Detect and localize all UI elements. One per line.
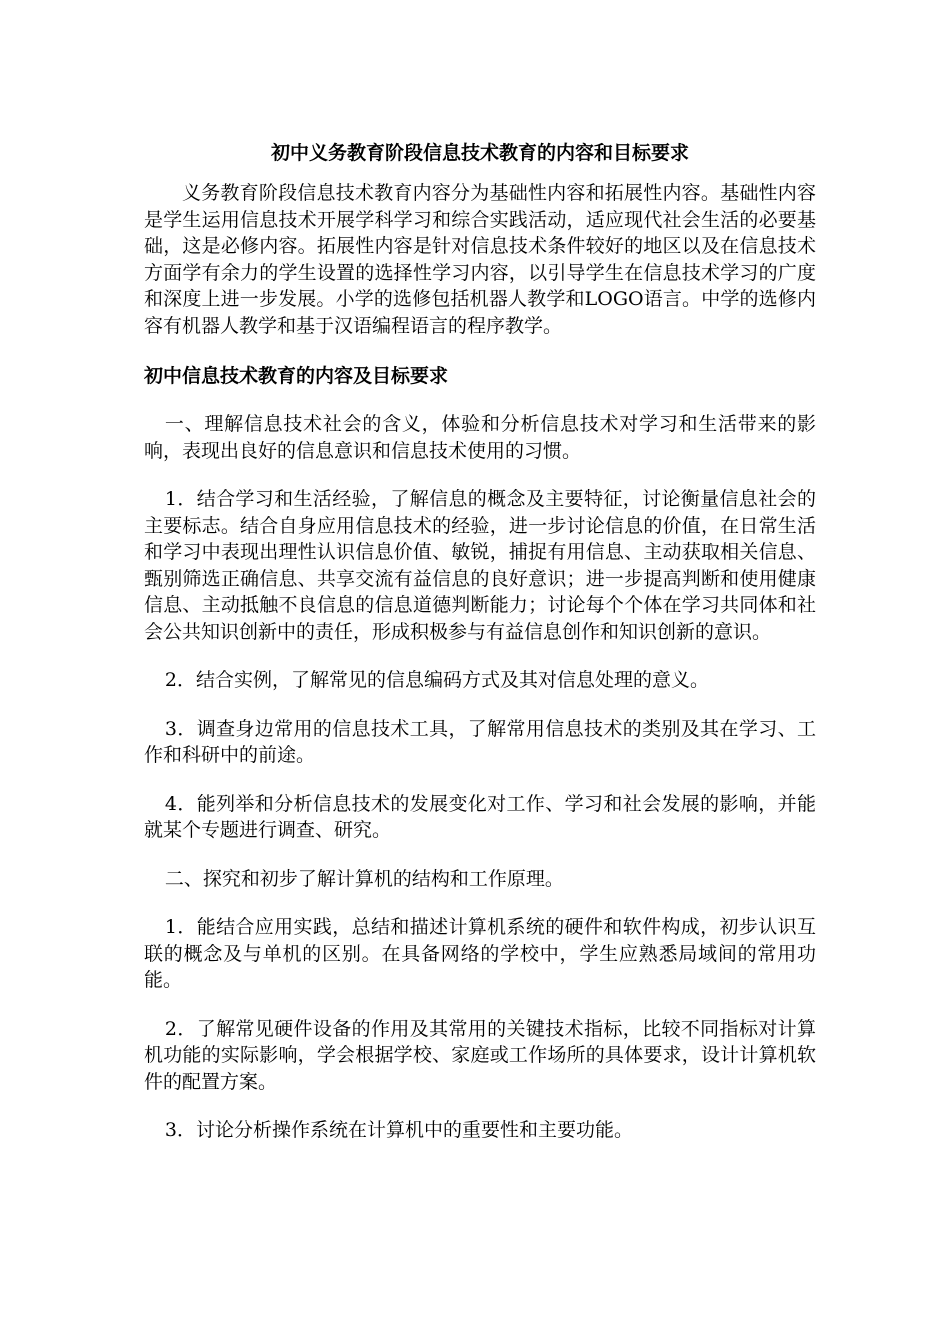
- paragraph-goal-2-item-1: 1．能结合应用实践，总结和描述计算机系统的硬件和软件构成，初步认识互联的概念及与单机的区别。在具备网络的学校中，学生应熟悉局域间的常用功能。: [144, 916, 816, 991]
- document-title: 初中义务教育阶段信息技术教育的内容和目标要求: [270, 142, 689, 164]
- section-heading: 初中信息技术教育的内容及目标要求: [144, 365, 449, 387]
- paragraph-goal-1-item-4: 4．能列举和分析信息技术的发展变化对工作、学习和社会发展的影响，并能就某个专题进行调查、研究。: [144, 792, 816, 841]
- paragraph-goal-1-item-2: 2．结合实例，了解常见的信息编码方式及其对信息处理的意义。: [164, 669, 709, 691]
- paragraph-goal-2: 二、探究和初步了解计算机的结构和工作原理。: [164, 867, 564, 890]
- intro-paragraph: 义务教育阶段信息技术教育内容分为基础性内容和拓展性内容。基础性内容是学生运用信息技术开展学科学习和综合实践活动，适应现代社会生活的必要基础，这是必修内容。拓展性内容是针对信息技术条件较好的地区以及在信息技术方面学有余力的学生设置的选择性学习内容，以引导学生在信息技术学习的广度和深度上进一步发展。小学的选修包括机器人教学和LOGO语言。中学的选修内容有机器人教学和基于汉语编程语言的程序教学。: [144, 182, 816, 337]
- paragraph-goal-2-item-2: 2．了解常见硬件设备的作用及其常用的关键技术指标，比较不同指标对计算机功能的实际影响，学会根据学校、家庭或工作场所的具体要求，设计计算机软件的配置方案。: [144, 1017, 816, 1093]
- paragraph-goal-1: 一、理解信息技术社会的含义，体验和分析信息技术对学习和生活带来的影响，表现出良好的信息意识和信息技术使用的习惯。: [144, 413, 816, 462]
- paragraph-goal-1-item-1: 1．结合学习和生活经验，了解信息的概念及主要特征，讨论衡量信息社会的主要标志。结合自身应用信息技术的经验，进一步讨论信息的价值，在日常生活和学习中表现出理性认识信息价值、敏锐，捕捉有用信息、主动获取相关信息、甄别筛选正确信息、共享交流有益信息的良好意识；进一步提高判断和使用健康信息、主动抵触不良信息的信息道德判断能力；讨论每个个体在学习共同体和社会公共知识创新中的责任，形成积极参与有益信息创作和知识创新的意识。: [144, 488, 816, 643]
- paragraph-goal-2-item-3: 3．讨论分析操作系统在计算机中的重要性和主要功能。: [164, 1119, 633, 1141]
- document-page: [144, 140, 816, 1166]
- paragraph-goal-1-item-3: 3．调查身边常用的信息技术工具，了解常用信息技术的类别及其在学习、工作和科研中的前途。: [144, 717, 816, 766]
